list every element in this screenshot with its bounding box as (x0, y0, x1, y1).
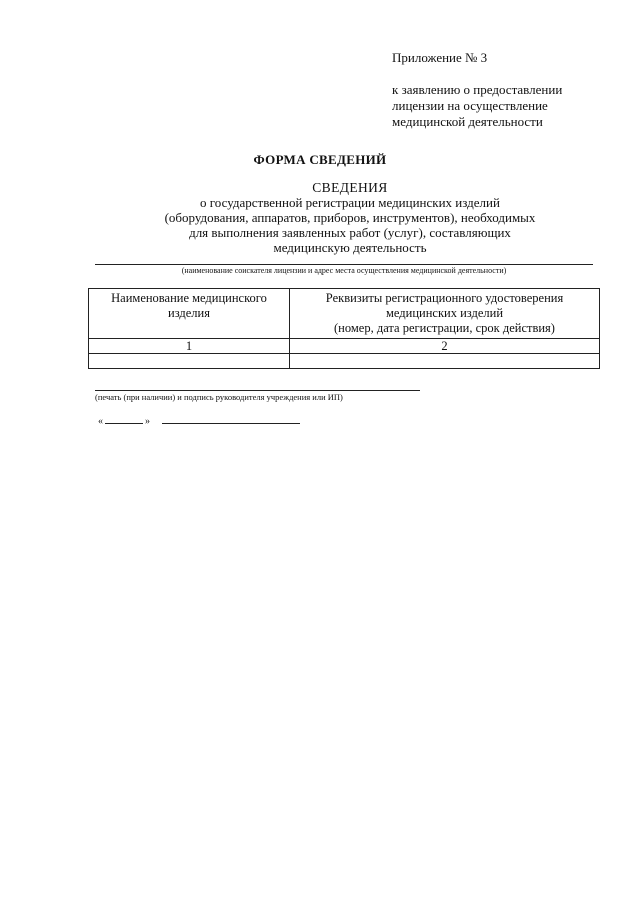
header-text: изделия (168, 306, 210, 320)
appendix-line: медицинской деятельности (392, 114, 543, 129)
column-number: 2 (290, 339, 600, 354)
heading-line: медицинскую деятельность (273, 240, 427, 255)
appendix-line: лицензии на осуществление (392, 98, 548, 113)
signature-caption: (печать (при наличии) и подпись руководителя учреждения или ИП) (95, 392, 343, 402)
date-field (98, 414, 300, 427)
table-cell (89, 354, 290, 369)
appendix-line: к заявлению о предоставлении (392, 82, 563, 97)
heading-line: для выполнения заявленных работ (услуг), составляющих (189, 225, 511, 240)
day-blank (105, 414, 143, 424)
close-quote: » (145, 416, 150, 427)
appendix-title: Приложение № 3 (392, 50, 488, 65)
applicant-fill-line (95, 264, 593, 265)
header-text: Наименование медицинского (111, 291, 267, 305)
header-text: (номер, дата регистрации, срок действия) (334, 321, 555, 335)
header-registration-details (290, 289, 600, 339)
column-number: 1 (89, 339, 290, 354)
header-text: медицинских изделий (385, 306, 504, 320)
month-year-blank (162, 414, 300, 424)
form-title: ФОРМА СВЕДЕНИЙ (253, 152, 387, 167)
appendix-block (392, 50, 562, 130)
applicant-caption: (наименование соискателя лицензии и адрес места осуществления медицинской деятельности) (181, 266, 507, 275)
table-row (89, 339, 600, 354)
header-device-name (89, 289, 290, 339)
header-text: Реквизиты регистрационного удостоверения (325, 291, 564, 305)
heading-main: СВЕДЕНИЯ (312, 180, 388, 195)
devices-table (88, 288, 600, 369)
signature-fill-line (95, 390, 420, 391)
document-heading (100, 180, 600, 255)
heading-line: (оборудования, аппаратов, приборов, инструментов), необходимых (164, 210, 536, 225)
table-header-row (89, 289, 600, 339)
table-cell (290, 354, 600, 369)
open-quote: « (98, 416, 103, 427)
heading-line: о государственной регистрации медицинских изделий (200, 195, 500, 210)
table-row (89, 354, 600, 369)
